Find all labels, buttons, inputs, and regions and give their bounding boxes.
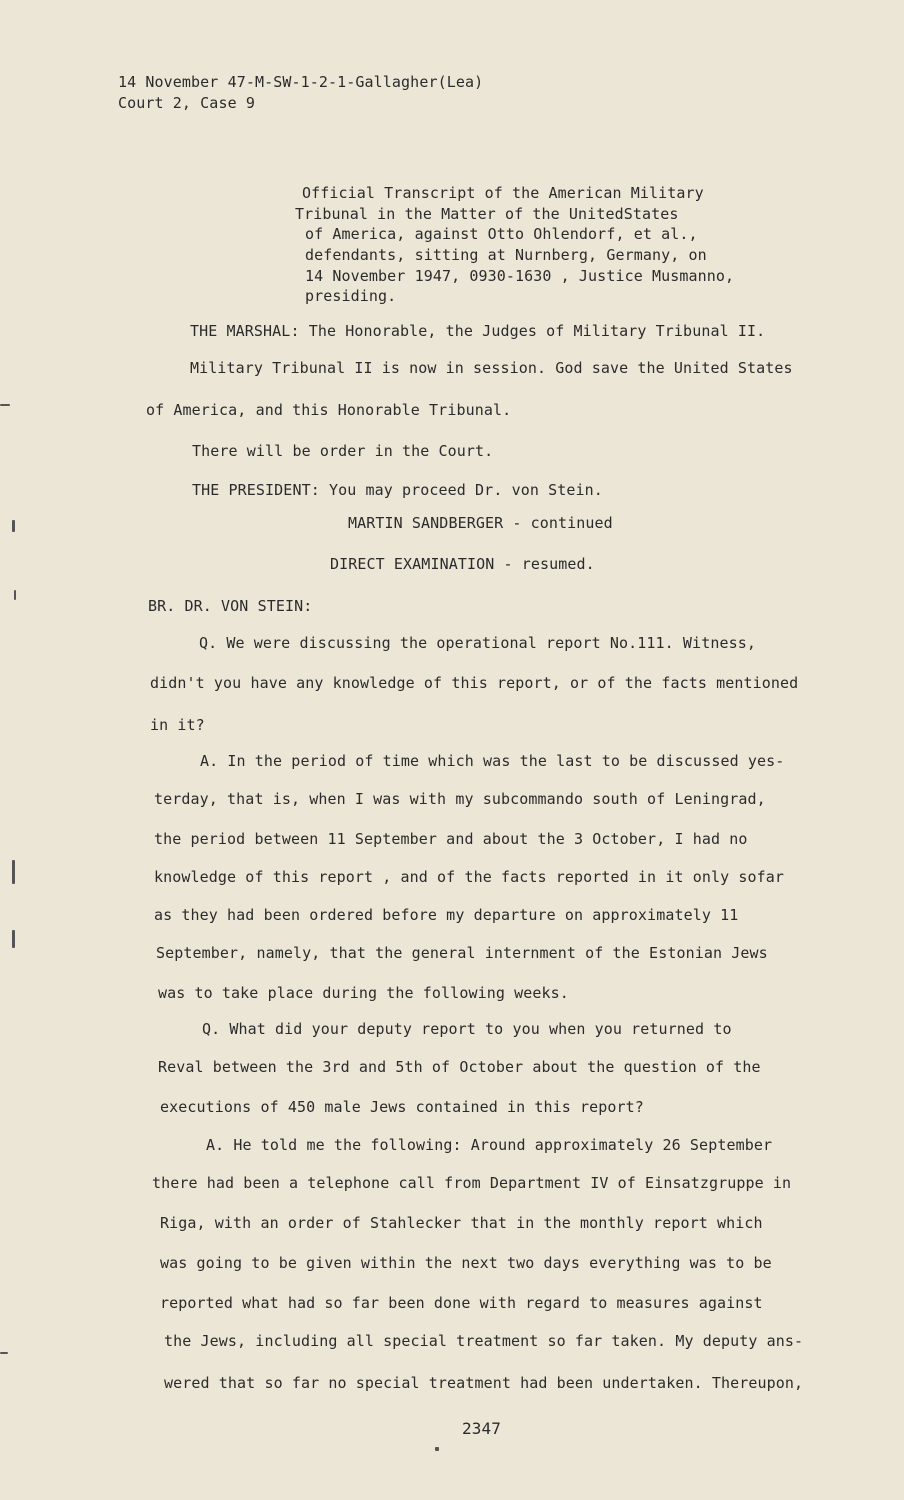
transcript-line: the period between 11 September and about the 3 October, I had no	[154, 830, 748, 848]
transcript-line: as they had been ordered before my departure on approximately 11	[154, 906, 739, 924]
transcript-line: September, namely, that the general internment of the Estonian Jews	[156, 944, 768, 962]
header-line-1: 14 November 47-M-SW-1-2-1-Gallagher(Lea)	[118, 73, 484, 91]
transcript-line: Riga, with an order of Stahlecker that in the monthly report which	[160, 1214, 763, 1232]
transcript-line: There will be order in the Court.	[192, 442, 494, 460]
margin-mark	[12, 930, 15, 948]
margin-mark	[435, 1447, 439, 1451]
transcript-line: of America, and this Honorable Tribunal.	[146, 401, 512, 419]
transcript-line: there had been a telephone call from Department IV of Einsatzgruppe in	[152, 1174, 792, 1192]
transcript-line: wered that so far no special treatment had been undertaken. Thereupon,	[164, 1374, 804, 1392]
transcript-line: knowledge of this report , and of the facts reported in it only sofar	[154, 868, 785, 886]
header-line-2: Court 2, Case 9	[118, 94, 255, 112]
transcript-line: Reval between the 3rd and 5th of October about the question of the	[158, 1058, 761, 1076]
margin-mark	[14, 590, 16, 600]
transcript-line: didn't you have any knowledge of this report, or of the facts mentioned	[150, 674, 799, 692]
transcript-line: Military Tribunal II is now in session. God save the United States	[190, 359, 793, 377]
transcript-line: executions of 450 male Jews contained in this report?	[160, 1098, 644, 1116]
transcript-line: was to take place during the following weeks.	[158, 984, 569, 1002]
witness-name-heading: MARTIN SANDBERGER - continued	[348, 514, 613, 532]
transcript-line: Q. What did your deputy report to you when you returned to	[202, 1020, 732, 1038]
transcript-line: THE MARSHAL: The Honorable, the Judges of Military Tribunal II.	[190, 322, 766, 340]
transcript-line: A. In the period of time which was the last to be discussed yes-	[200, 752, 785, 770]
caption-line: of America, against Otto Ohlendorf, et al.,	[305, 225, 698, 243]
examination-heading: DIRECT EXAMINATION - resumed.	[330, 555, 595, 573]
transcript-line: the Jews, including all special treatment so far taken. My deputy ans-	[164, 1332, 804, 1350]
caption-line: 14 November 1947, 0930-1630 , Justice Musmanno,	[305, 267, 735, 285]
transcript-line: THE PRESIDENT: You may proceed Dr. von Stein.	[192, 481, 603, 499]
caption-line: Tribunal in the Matter of the UnitedStates	[295, 205, 679, 223]
transcript-line: in it?	[150, 716, 205, 734]
transcript-line: A. He told me the following: Around approximately 26 September	[206, 1136, 773, 1154]
caption-line: Official Transcript of the American Military	[302, 184, 704, 202]
caption-line: presiding.	[305, 287, 397, 305]
transcript-line: was going to be given within the next two days everything was to be	[160, 1254, 772, 1272]
margin-mark	[0, 1352, 8, 1354]
transcript-line: reported what had so far been done with regard to measures against	[160, 1294, 763, 1312]
margin-mark	[12, 860, 15, 884]
margin-mark	[12, 520, 15, 532]
page-number: 2347	[462, 1419, 501, 1438]
transcript-line: Q. We were discussing the operational report No.111. Witness,	[199, 634, 756, 652]
speaker-line: BR. DR. VON STEIN:	[148, 597, 313, 615]
caption-line: defendants, sitting at Nurnberg, Germany, on	[305, 246, 707, 264]
margin-mark	[0, 404, 10, 406]
transcript-line: terday, that is, when I was with my subcommando south of Leningrad,	[154, 790, 766, 808]
